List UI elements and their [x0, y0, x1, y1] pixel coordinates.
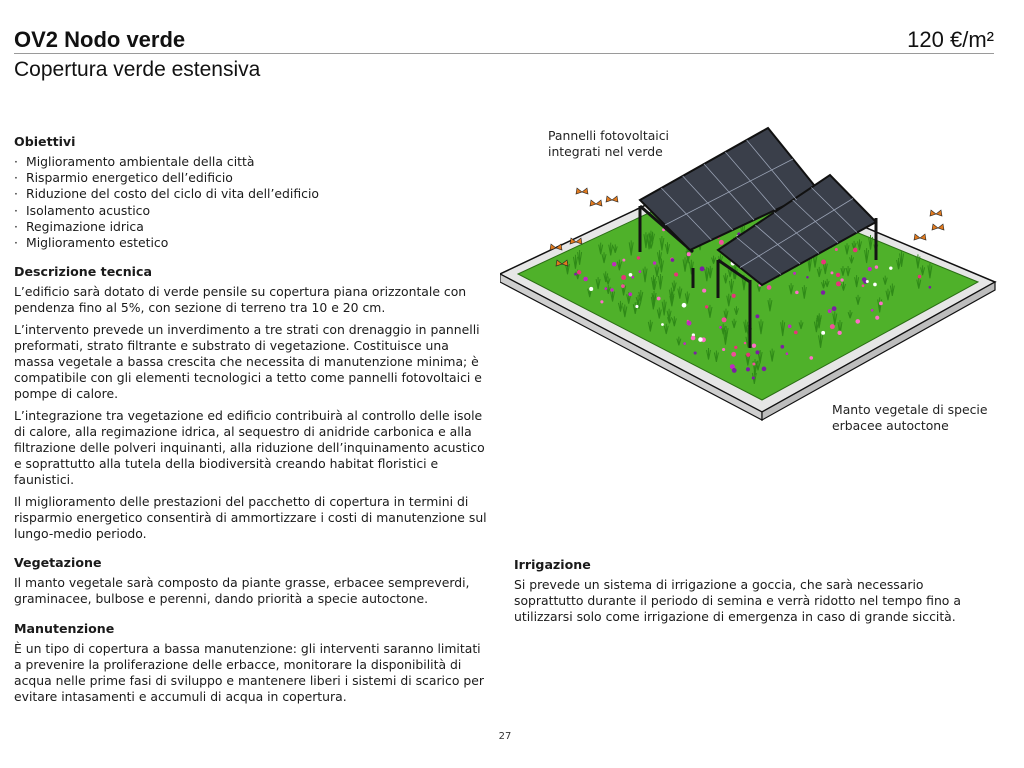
irrigazione-text: Si prevede un sistema di irrigazione a goccia, che sarà necessario soprattutto durante il periodo di semina e verrà ridotto nel tempo fino a utilizzarsi solo come irrigazione di emergenza in caso di grande siccità. — [514, 577, 961, 625]
descrizione-paragraph: L’intervento prevede un inverdimento a tre strati con drenaggio in pannelli preformati, strato filtrante e substrato di vegetazione. Costituisce una massa vegetale a bassa crescita che necessita di manutenzione minima; è compatibile con gli elementi tecnologici a tetto come pannelli fotovoltaici e pompe di calore. — [14, 321, 482, 402]
irrigazione-heading: Irrigazione — [514, 557, 591, 572]
right-column — [514, 557, 984, 639]
list-item: · Risparmio energetico dell’edificio — [14, 170, 488, 186]
list-item: · Regimazione idrica — [14, 219, 488, 235]
label-vegetation: Manto vegetale di specie erbacee autoctone — [832, 402, 988, 433]
butterfly — [914, 234, 926, 240]
green-roof-illustration — [500, 120, 1000, 430]
section-obiettivi — [14, 134, 488, 251]
butterfly — [590, 200, 602, 206]
list-item: · Isolamento acustico — [14, 203, 488, 219]
butterfly — [930, 210, 942, 216]
list-item: · Miglioramento ambientale della città — [14, 154, 488, 170]
butterfly — [606, 196, 618, 202]
label-solar-panels: Pannelli fotovoltaici integrati nel verde — [548, 128, 669, 159]
manutenzione-heading: Manutenzione — [14, 620, 115, 636]
list-item: · Miglioramento estetico — [14, 235, 488, 251]
descrizione-paragraph: L’edificio sarà dotato di verde pensile su copertura piana orizzontale con pendenza fino al 5%, con sezione di terreno tra 10 e 20 cm. — [14, 284, 467, 316]
page-subtitle: Copertura verde estensiva — [14, 58, 261, 81]
vegetazione-text: Il manto vegetale sarà composto da piante grasse, erbacee sempreverdi, graminacee, bulbose e perenni, dando priorità a specie autoctone. — [14, 575, 470, 607]
manutenzione-text: È un tipo di copertura a bassa manutenzione: gli interventi saranno limitati a prevenire la proliferazione delle erbacce, monitorare la disponibilità di acqua nelle prime fasi di sviluppo e mantenere liberi i sistemi di scarico per evitare intasamenti e accumuli di acqua in copertura. — [14, 640, 484, 705]
page-number: 27 — [498, 731, 512, 742]
page-title: OV2 Nodo verde — [14, 27, 186, 52]
vegetazione-heading: Vegetazione — [14, 555, 102, 571]
section-descrizione — [14, 264, 488, 542]
section-vegetazione — [14, 555, 488, 607]
butterfly — [932, 224, 944, 230]
descrizione-heading: Descrizione tecnica — [14, 264, 152, 280]
descrizione-paragraph: L’integrazione tra vegetazione ed edificio contribuirà al controllo delle isole di calore, alla regimazione idrica, al sequestro di anidride carbonica e alla filtrazione delle polveri inquinanti, alla riduzione dell’inquinamento acustico e soprattutto alla tutela della biodiversità creando habitat floristici e faunistici. — [14, 407, 485, 488]
left-column — [14, 134, 488, 718]
price-label: 120 €/m² — [907, 27, 994, 52]
section-irrigazione — [514, 557, 984, 626]
obiettivi-heading: Obiettivi — [14, 134, 76, 149]
butterfly — [576, 188, 588, 194]
header-divider — [14, 53, 994, 54]
section-manutenzione — [14, 621, 488, 706]
descrizione-paragraph: Il miglioramento delle prestazioni del pacchetto di copertura in termini di risparmio energetico consentirà di ammortizzare i costi di manutenzione sul lungo-medio periodo. — [14, 493, 487, 542]
obiettivi-list — [14, 154, 488, 251]
list-item: · Riduzione del costo del ciclo di vita dell’edificio — [14, 186, 488, 202]
